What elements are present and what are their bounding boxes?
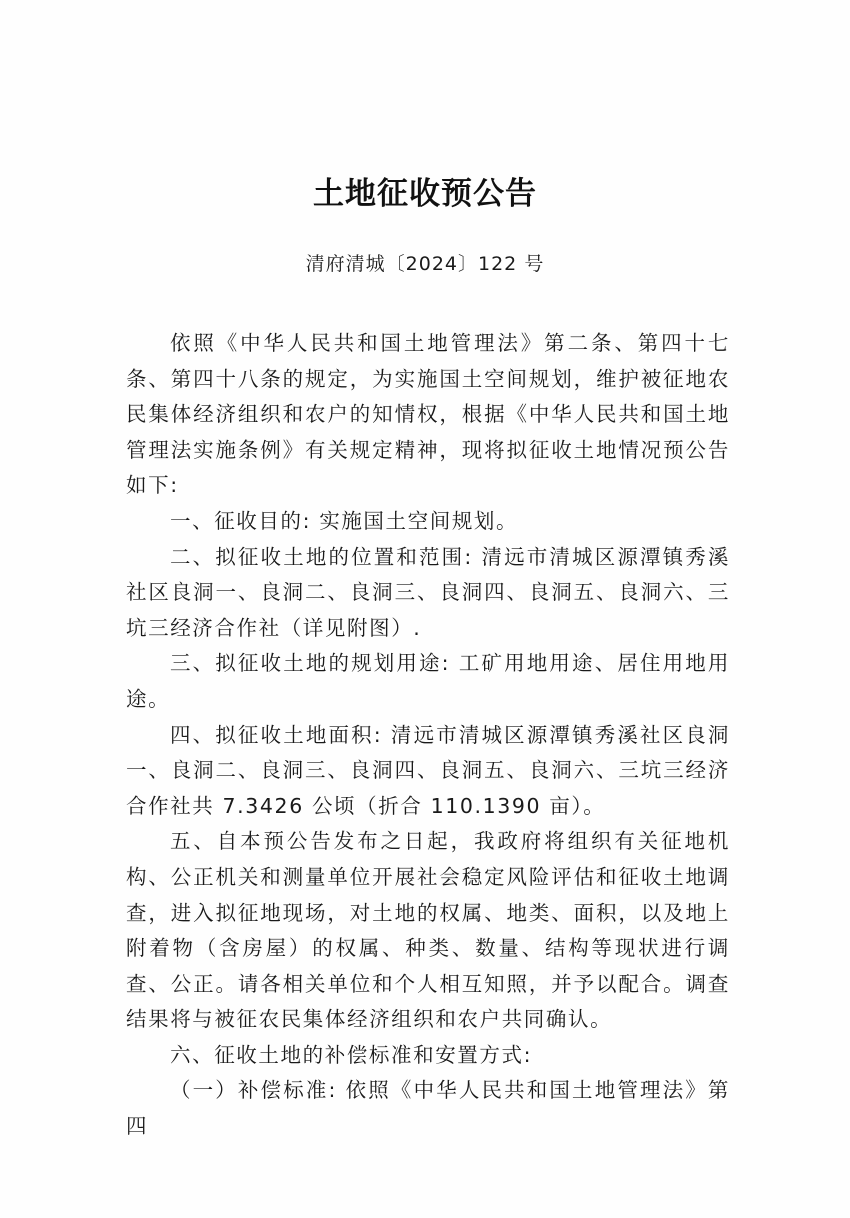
document-title: 土地征收预公告 (313, 176, 537, 212)
paragraph-purpose: 一、征收目的: 实施国土空间规划。 (170, 508, 519, 533)
paragraph-compensation-standard: （一）补偿标准: 依照《中华人民共和国土地管理法》第四 (126, 1078, 730, 1139)
document-body (126, 326, 730, 1145)
document-number: 清府清城〔2024〕122 号 (305, 253, 545, 275)
paragraph-location: 二、拟征收土地的位置和范围: 清远市清城区源潭镇秀溪社区良洞一、良洞二、良洞三、良洞四、良洞五、良洞六、三坑三经济合作社（详见附图）. (126, 544, 730, 640)
paragraph-area: 四、拟征收土地面积: 清远市清城区源潭镇秀溪社区良洞一、良洞二、良洞三、良洞四、良洞五、良洞六、三坑三经济合作社共 7.3426 公顷（折合 110.1390 亩）。 (126, 722, 730, 818)
paragraph-survey: 五、自本预公告发布之日起，我政府将组织有关征地机构、公正机关和测量单位开展社会稳定风险评估和征收土地调查，进入拟征地现场，对土地的权属、地类、面积，以及地上附着物（含房屋）的权属、种类、数量、结构等现状进行调查、公正。请各相关单位和个人相互知照，并予以配合。调查结果将与被征农民集体经济组织和农户共同确认。 (126, 829, 730, 1032)
paragraph-compensation-heading: 六、征收土地的补偿标准和安置方式: (170, 1042, 533, 1067)
paragraph-planned-use: 三、拟征收土地的规划用途: 工矿用地用途、居住用地用途。 (126, 651, 730, 711)
paragraph-intro: 依照《中华人民共和国土地管理法》第二条、第四十七条、第四十八条的规定，为实施国土空间规划，维护被征地农民集体经济组织和农户的知情权，根据《中华人民共和国土地管理法实施条例》有关规定精神，现将拟征收土地情况预公告如下: (126, 331, 730, 498)
